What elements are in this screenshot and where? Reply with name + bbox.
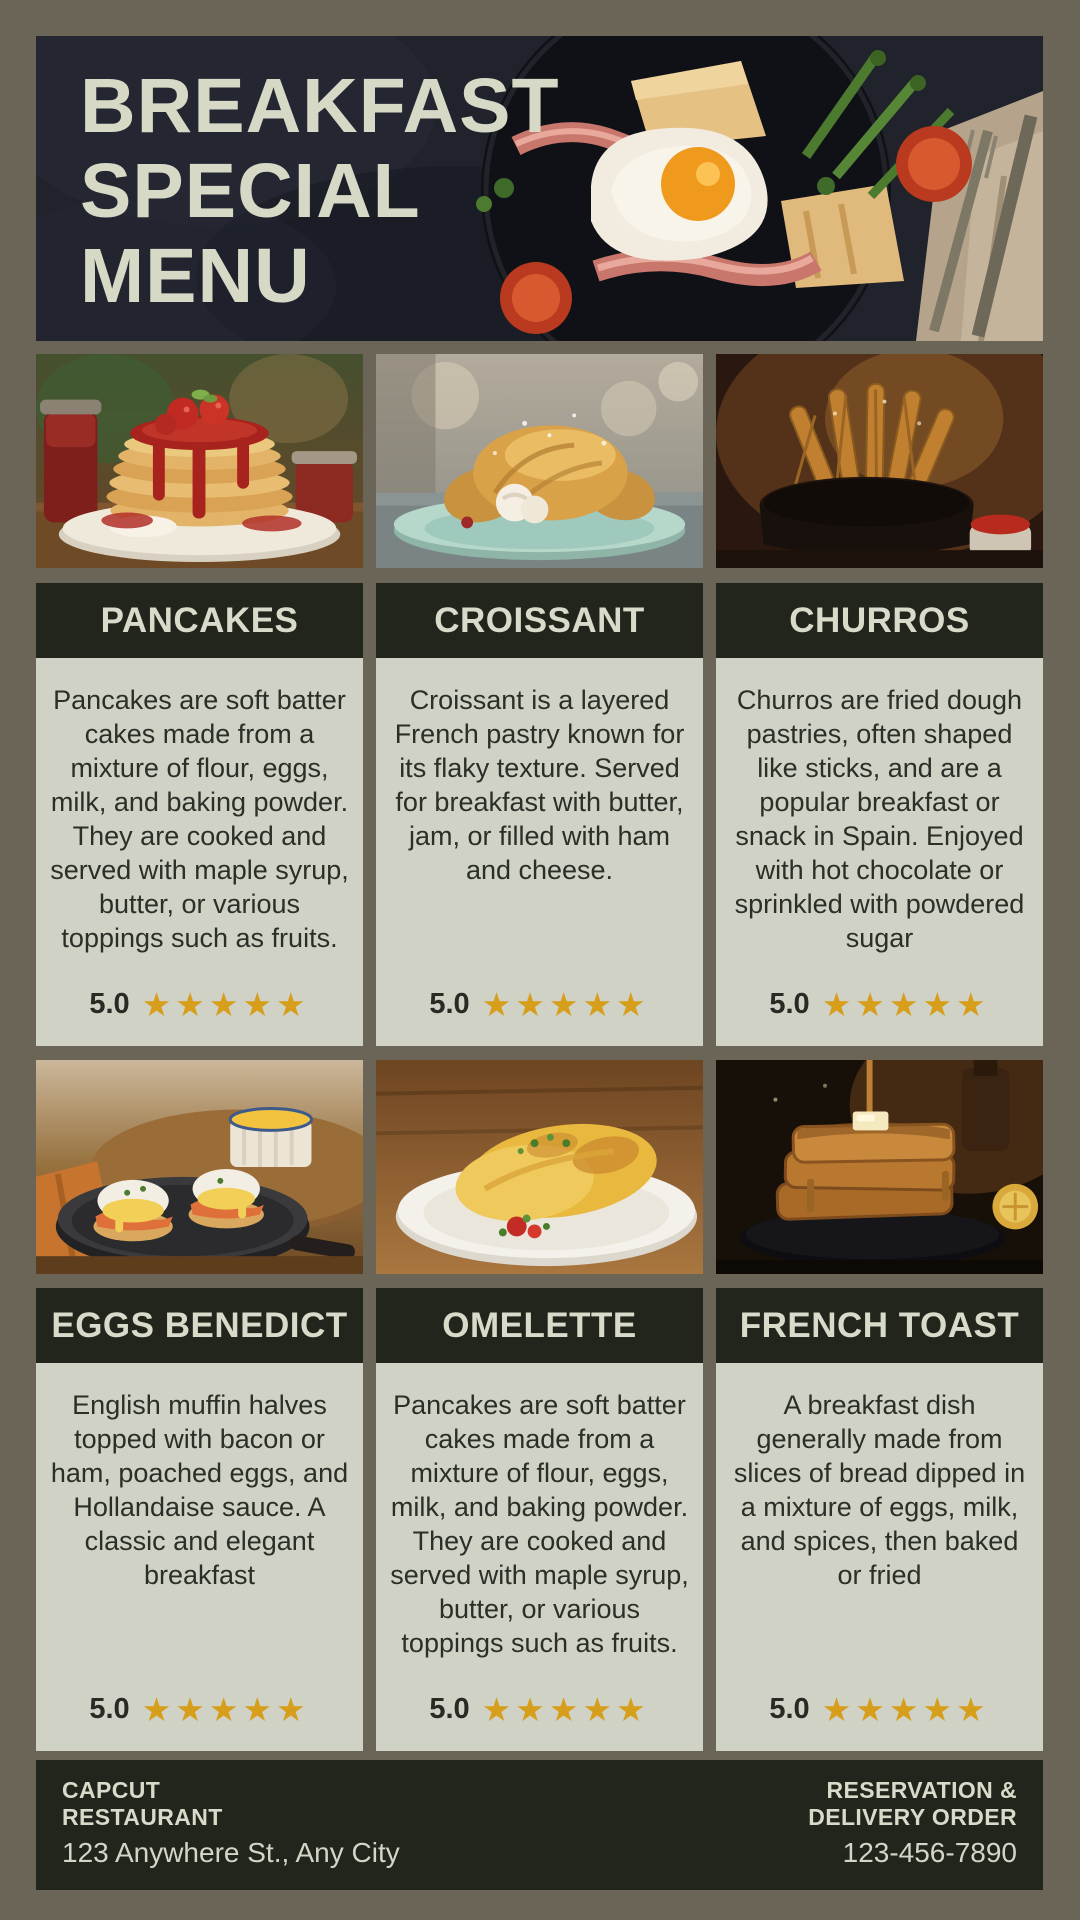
star-icons: ★★★★★ (481, 986, 650, 1023)
eggs-benedict-photo (36, 1060, 363, 1274)
menu-card-eggs-benedict (36, 1288, 363, 1751)
header-banner (36, 36, 1043, 341)
croissant-photo (376, 354, 703, 568)
rating-score: 5.0 (429, 1693, 470, 1725)
page-title (80, 64, 560, 319)
page-title-line: SPECIAL (80, 148, 421, 234)
rating-score: 5.0 (429, 988, 470, 1020)
card-title-bar (376, 1288, 703, 1363)
restaurant-name-line2: RESTAURANT (62, 1804, 223, 1830)
omelette-photo (376, 1060, 703, 1274)
page-title-line: BREAKFAST (80, 63, 560, 149)
card-title-bar (716, 583, 1043, 658)
card-title: CROISSANT (434, 600, 645, 640)
omelette-photo-art (376, 1060, 703, 1274)
photo-row-2 (36, 1060, 1043, 1274)
rating-row (376, 988, 703, 1046)
card-title-bar (376, 583, 703, 658)
pancakes-photo-art (36, 354, 363, 568)
star-icons: ★★★★★ (481, 1691, 650, 1728)
rating-row (36, 988, 363, 1046)
card-title: FRENCH TOAST (739, 1305, 1020, 1345)
star-icons: ★★★★★ (821, 1691, 990, 1728)
card-description: Croissant is a layered French pastry known for its flaky texture. Served for breakfast with butter, jam, or filled with ham and cheese. (394, 685, 685, 885)
card-title: CHURROS (789, 600, 970, 640)
rating-score: 5.0 (769, 988, 810, 1020)
card-title: PANCAKES (100, 600, 299, 640)
card-description: English muffin halves topped with bacon or ham, poached eggs, and Hollandaise sauce. A classic and elegant breakfast (50, 1390, 349, 1590)
footer-bar (36, 1760, 1043, 1890)
rating-row (716, 988, 1043, 1046)
menu-card-french-toast (716, 1288, 1043, 1751)
churros-photo-art (716, 354, 1043, 568)
reservation-line2: DELIVERY ORDER (808, 1804, 1017, 1830)
restaurant-name-line1: CAPCUT (62, 1777, 161, 1803)
card-title-bar (36, 583, 363, 658)
card-description: Pancakes are soft batter cakes made from a mixture of flour, eggs, milk, and baking powder. They are cooked and served with maple syrup, butter, or various toppings such as fruits. (390, 1390, 689, 1658)
eggs-benedict-photo-art (36, 1060, 363, 1274)
star-icons: ★★★★★ (821, 986, 990, 1023)
pancakes-photo (36, 354, 363, 568)
reservation-line1: RESERVATION & (826, 1777, 1017, 1803)
menu-card-croissant (376, 583, 703, 1046)
rating-score: 5.0 (769, 1693, 810, 1725)
french-toast-photo (716, 1060, 1043, 1274)
card-row-2 (36, 1288, 1043, 1751)
page-title-line: MENU (80, 233, 311, 319)
card-description: Churros are fried dough pastries, often shaped like sticks, and are a popular breakfast or snack in Spain. Enjoyed with hot chocolate or sprinkled with powdered sugar (734, 685, 1025, 953)
card-title-bar (36, 1288, 363, 1363)
star-icons: ★★★★★ (141, 1691, 310, 1728)
reservation-phone: 123-456-7890 (842, 1837, 1017, 1868)
rating-score: 5.0 (89, 988, 130, 1020)
star-icons: ★★★★★ (141, 986, 310, 1023)
photo-row-1 (36, 354, 1043, 568)
card-row-1 (36, 583, 1043, 1046)
card-title-bar (716, 1288, 1043, 1363)
rating-row (716, 1693, 1043, 1751)
rating-row (36, 1693, 363, 1751)
croissant-photo-art (376, 354, 703, 568)
card-title: OMELETTE (442, 1305, 637, 1345)
card-description: Pancakes are soft batter cakes made from a mixture of flour, eggs, milk, and baking powder. They are cooked and served with maple syrup, butter, or various toppings such as fruits. (50, 685, 349, 953)
menu-card-pancakes (36, 583, 363, 1046)
menu-card-omelette (376, 1288, 703, 1751)
reservation-info (808, 1777, 1017, 1890)
menu-card-churros (716, 583, 1043, 1046)
card-description: A breakfast dish generally made from slices of bread dipped in a mixture of eggs, milk, and spices, then baked or fried (733, 1390, 1026, 1590)
restaurant-info (62, 1777, 400, 1890)
rating-row (376, 1693, 703, 1751)
churros-photo (716, 354, 1043, 568)
card-title: EGGS BENEDICT (51, 1305, 348, 1345)
french-toast-photo-art (716, 1060, 1043, 1274)
restaurant-address: 123 Anywhere St., Any City (62, 1837, 400, 1868)
rating-score: 5.0 (89, 1693, 130, 1725)
